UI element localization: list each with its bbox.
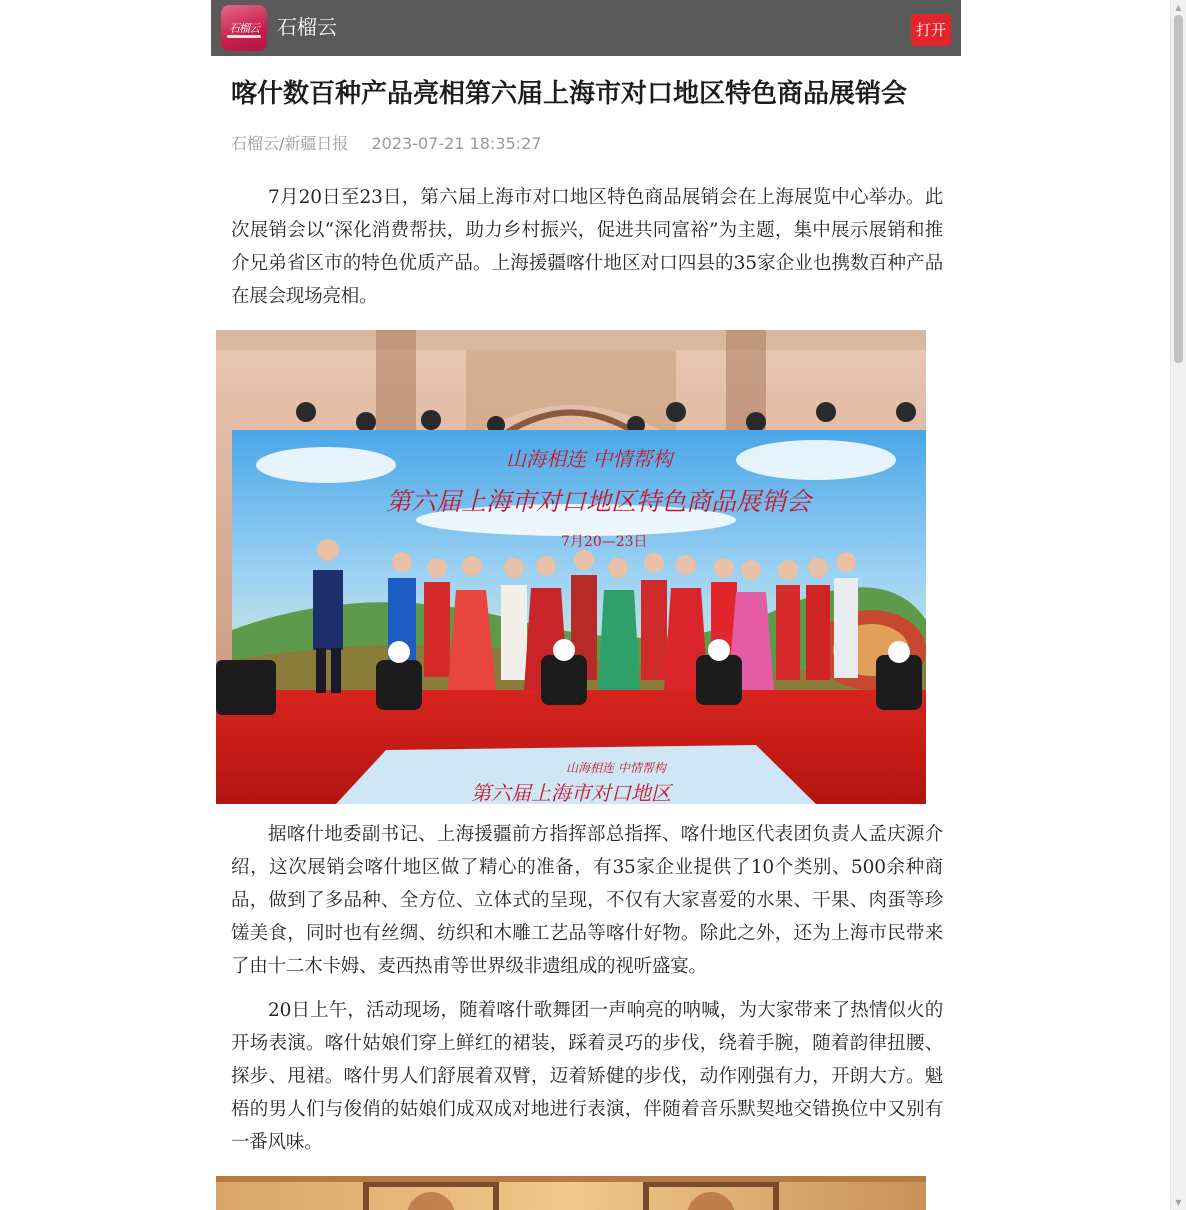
floor-line-2: 第六届上海市对口地区 <box>471 781 671 804</box>
logo-swoosh <box>227 35 261 38</box>
article-paragraph: 据喀什地委副书记、上海援疆前方指挥部总指挥、喀什地区代表团负责人孟庆源介绍，这次展销会喀什地区做了精心的准备，有35家企业提供了10个类别、500余种商品，做到了多品种、全方位、立体式的呈现，不仅有大家喜爱的水果、干果、肉蛋等珍馐美食，同时也有丝绸、纺织和木雕工艺品等喀什好物。除此之外，还为上海市民带来了由十二木卡姆、麦西热甫等世界级非遗组成的视听盛宴。 <box>231 824 943 977</box>
article-photo-stage-performers[interactable] <box>216 330 926 804</box>
article-paragraph: 7月20日至23日，第六届上海市对口地区特色商品展销会在上海展览中心举办。此次展销会以“深化消费帮扶，助力乡村振兴，促进共同富裕”为主题，集中展示展销和推介兄弟省区市的特色优质产品。上海援疆喀什地区对口四县的35家企业也携数百种产品在展会现场亮相。 <box>231 187 943 307</box>
scroll-down-arrow-icon[interactable]: ▼ <box>1175 1198 1182 1207</box>
open-app-button[interactable]: 打开 <box>911 14 951 46</box>
scroll-up-arrow-icon[interactable]: ▲ <box>1175 3 1182 12</box>
article-meta <box>231 133 541 155</box>
app-name: 石榴云 <box>277 15 337 39</box>
banner-date: 7月20—23日 <box>561 534 648 550</box>
banner-line-1: 山海相连 中情帮构 <box>506 447 673 471</box>
article-source: 石榴云/新疆日报 <box>231 134 349 153</box>
app-logo-text: 石榴云 <box>229 22 259 35</box>
page-scrollbar[interactable] <box>1170 0 1186 1210</box>
app-logo-icon[interactable] <box>221 5 267 51</box>
app-top-bar <box>211 0 961 56</box>
article-title: 喀什数百种产品亮相第六届上海市对口地区特色商品展销会 <box>231 79 908 109</box>
article-photo-hall[interactable] <box>216 1176 926 1210</box>
article-date: 2023-07-21 18:35:27 <box>371 134 542 153</box>
floor-line-1: 山海相连 中情帮构 <box>566 761 666 775</box>
scroll-thumb[interactable] <box>1174 15 1183 363</box>
article-paragraph: 20日上午，活动现场，随着喀什歌舞团一声响亮的呐喊，为大家带来了热情似火的开场表演。喀什姑娘们穿上鲜红的裙装，踩着灵巧的步伐，绕着手腕，随着韵律扭腰、探步、甩裙。喀什男人们舒展着双臂，迈着矫健的步伐，动作刚强有力，开朗大方。魁梧的男人们与俊俏的姑娘们成双成对地进行表演，伴随着音乐默契地交错换位中又别有一番风味。 <box>231 1000 943 1153</box>
article-page <box>211 0 961 1210</box>
banner-line-2: 第六届上海市对口地区特色商品展销会 <box>386 487 812 516</box>
